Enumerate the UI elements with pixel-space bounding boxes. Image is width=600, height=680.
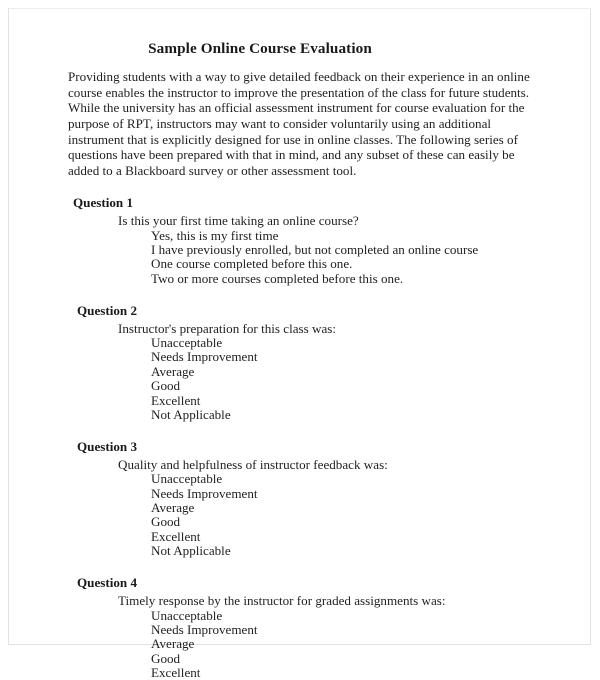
question-prompt-1: Is this your first time taking an online course? [118, 212, 359, 228]
intro-paragraph: Providing students with a way to give detailed feedback on their experience in an online course enables the instructor to improve the presentation of the class for future students. While the university has an official assessment instrument for course evaluation for the purpose of RPT, instructors may want to consider voluntarily using an additional instrument that is explicitly designed for use in online classes. The following series of questions have been prepared with that in mind, and any subset of these can easily be added to a Blackboard survey or other assessment tool. [68, 69, 530, 178]
question-block-2 [68, 303, 570, 422]
document-page [8, 8, 591, 680]
list-item: I have previously enrolled, but not completed an online course [151, 241, 479, 257]
question-block-4 [68, 575, 570, 680]
question-options-3 [151, 472, 570, 558]
question-heading-3: Question 3 [77, 439, 138, 455]
list-item: Needs Improvement [151, 349, 258, 365]
list-item: Excellent [151, 528, 201, 544]
question-prompt-2: Instructor's preparation for this class was: [118, 320, 336, 336]
list-item: Good [151, 378, 181, 394]
list-item: Not Applicable [151, 406, 231, 422]
question-prompt-3: Quality and helpfulness of instructor feedback was: [118, 456, 388, 472]
list-item: Good [151, 650, 181, 666]
question-heading-2: Question 2 [77, 302, 138, 318]
question-prompt-4: Timely response by the instructor for graded assignments was: [118, 593, 446, 609]
question-heading-4: Question 4 [77, 575, 138, 591]
question-block-1 [68, 195, 570, 286]
question-options-4 [151, 609, 570, 680]
list-item: Not Applicable [151, 543, 231, 559]
document-body [9, 9, 590, 680]
question-options-2 [151, 336, 570, 422]
list-item: Excellent [151, 665, 201, 680]
list-item: Average [151, 363, 195, 379]
list-item: Two or more courses completed before this one. [151, 270, 404, 286]
list-item: Good [151, 514, 181, 530]
list-item: Average [151, 636, 195, 652]
page-title: Sample Online Course Evaluation [148, 40, 372, 57]
list-item: Average [151, 500, 195, 516]
list-item: Unacceptable [151, 607, 223, 623]
list-item: Unacceptable [151, 471, 223, 487]
question-heading-1: Question 1 [73, 195, 134, 211]
list-item: One course completed before this one. [151, 256, 353, 272]
list-item: Needs Improvement [151, 485, 258, 501]
question-options-1 [151, 229, 570, 286]
list-item: Excellent [151, 392, 201, 408]
list-item: Unacceptable [151, 335, 223, 351]
list-item: Needs Improvement [151, 621, 258, 637]
list-item: Yes, this is my first time [151, 227, 279, 243]
question-block-3 [68, 439, 570, 558]
